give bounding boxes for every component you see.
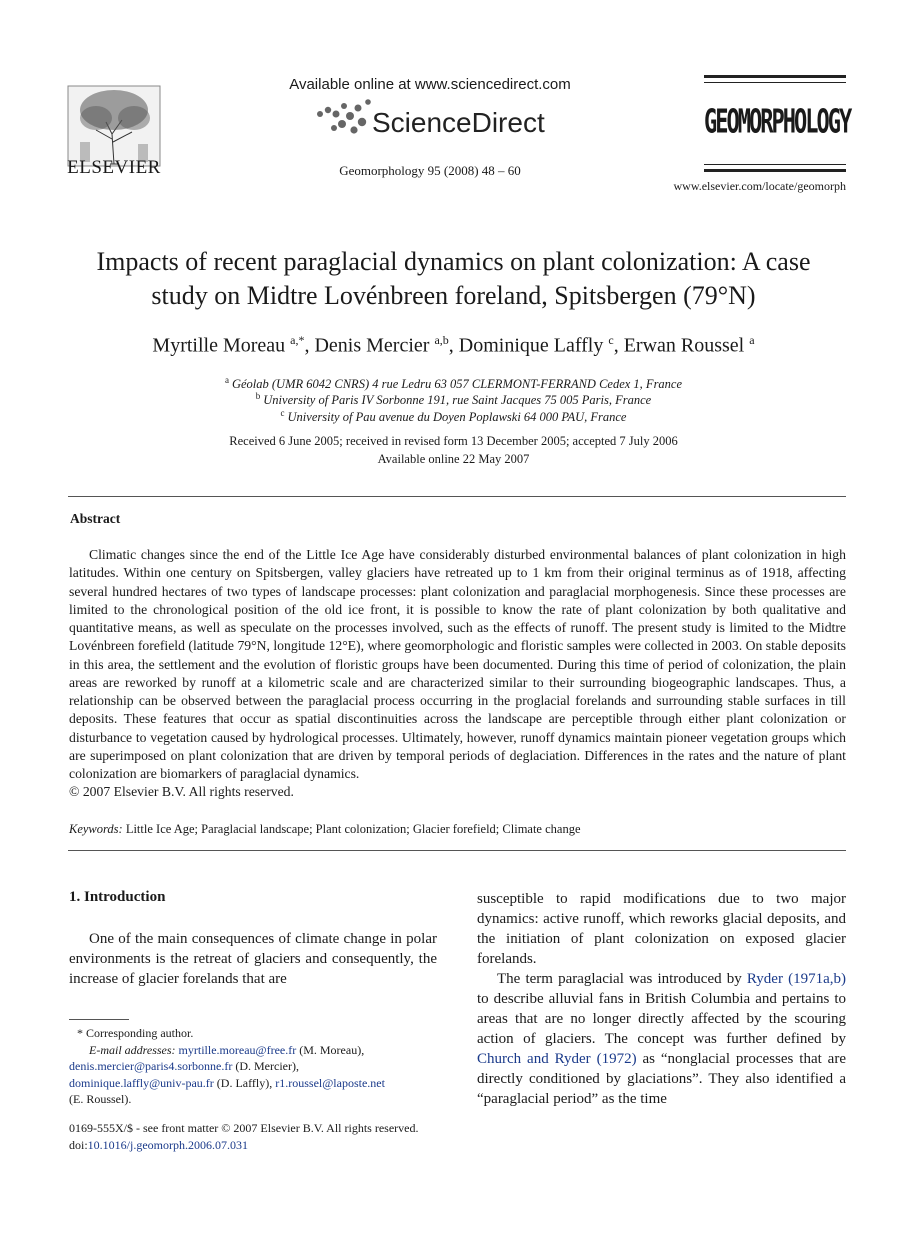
sciencedirect-logo [314, 98, 554, 140]
abstract-text [69, 546, 846, 802]
intro-right-column [477, 889, 846, 1109]
paragraph [477, 969, 846, 1109]
paragraph-text: The term paraglacial was introduced by [497, 971, 747, 987]
section-heading: 1. Introduction [69, 889, 166, 905]
author-name[interactable]: Denis Mercier [314, 334, 430, 357]
footnote-text: Corresponding author. [86, 1026, 194, 1040]
available-online-text: Available online at www.sciencedirect.com [289, 76, 571, 93]
author-affiliation-mark: a,b [434, 333, 449, 347]
author-affiliation-mark: a,* [290, 333, 305, 347]
paragraph-text: to describe alluvial fans in British Columbia and pertains to areas that are no longer directly affected by the scouring action of glaciers. The concept was further defined by [477, 991, 846, 1047]
citation-link[interactable]: Ryder (1971a,b) [746, 971, 846, 987]
affiliation [60, 391, 847, 408]
journal-logo-rule [704, 82, 846, 83]
title-line: Impacts of recent paraglacial dynamics on plant colonization: A case [96, 247, 811, 276]
paragraph-text: as “nonglacial processes that are directly conditioned by glaciations”. They also identified a “paraglacial period” as the time [477, 1051, 846, 1107]
email-owner: (D. Laffly), [216, 1075, 273, 1090]
citation-link[interactable]: Church and Ryder (1972) [477, 1051, 637, 1067]
journal-logo-rule [704, 169, 846, 172]
affiliation-text: Géolab (UMR 6042 CNRS) 4 rue Ledru 63 057 CLERMONT-FERRAND Cedex 1, France [231, 377, 683, 392]
affiliation-text: University of Paris IV Sorbonne 191, rue Saint Jacques 75 005 Paris, France [263, 393, 652, 408]
available-online-date: Available online 22 May 2007 [377, 452, 530, 466]
author-name[interactable]: Erwan Roussel [623, 334, 745, 357]
author-affiliation-mark: a [749, 333, 755, 347]
footnote-mark: * [77, 1026, 83, 1040]
affiliation-mark: a [224, 375, 229, 385]
affiliation-text: University of Pau avenue du Doyen Poplawski 64 000 PAU, France [287, 410, 627, 425]
received-dates: Received 6 June 2005; received in revised form 13 December 2005; accepted 7 July 2006 [229, 434, 678, 448]
abstract-paragraph: Climatic changes since the end of the Little Ice Age have considerably disturbed environmental balances of plant colonization in high latitudes. Within one century on Spitsbergen, valley glaciers have retreated up to 1 km from their original terminus as of 1918, affecting several hundred hectares of two types of landscape processes: plant colonization and paraglacial morphogenesis. Since these processes are limited to the chronological position of the old ice front, it is possible to know the rate of plant colonization by both qualitative and quantitative means, as well as speculate on the processes involved, such as the effects of runoff. The present study is limited to the Midtre Lovénbreen forefield (latitude 79°N, longitude 12°E), where geomorphologic and floristic samples were collected in 2003. On stable deposits in this area, the settlement and the evolution of floristic groups have been documented. During this time of period of colonization, the plain areas are reworked by runoff at a kilometric scale and are characterized similar to their surrounding biogeographic landscapes. Thus, a relationship can be observed between the paraglacial process occurring in the proglacial forelands and surrounding stable surfaces in till deposits. These features that occur as spatial discontinuities across the landscape are perceptible through either plant colonization or disturbance to vegetation caused by hydrological processes. Ultimately, however, runoff dynamics maintain pioneer vegetation groups which are superimposed on plant colonization that are driven by temporal periods of deglaciation. Differences in the rates and the nature of plant colonization are biomarkers of paraglacial dynamics. [69, 547, 846, 781]
journal-logo-rule [704, 75, 846, 78]
paragraph: susceptible to rapid modifications due to two major dynamics: active runoff, which reworks glacial deposits, and the initiation of plant colonization on exposed glacier forelands. [477, 891, 846, 967]
email-owner: (M. Moreau), [299, 1042, 365, 1057]
copyright-notice: © 2007 Elsevier B.V. All rights reserved. [69, 784, 294, 800]
abstract-heading: Abstract [70, 511, 121, 526]
footnote-rule [69, 1019, 129, 1020]
keywords [69, 822, 846, 837]
corresponding-author-footnote [69, 1025, 449, 1108]
section-divider [68, 850, 846, 851]
title-line: study on Midtre Lovénbreen foreland, Spitsbergen (79°N) [151, 281, 756, 310]
keywords-list: Little Ice Age; Paraglacial landscape; Plant colonization; Glacier forefield; Climate change [125, 822, 581, 836]
affiliation [60, 408, 847, 425]
publisher-name: ELSEVIER [67, 157, 161, 178]
issn-block [69, 1120, 489, 1153]
email-label: E-mail addresses: [89, 1042, 176, 1057]
keywords-label: Keywords: [69, 822, 123, 836]
author-list: Myrtille Moreau $^{a,*}$, Denis Mercier $^{a,b}$, Dominique Laffly $^c$, Erwan Roussel $^a$ [152, 333, 755, 357]
article-title [60, 245, 847, 313]
journal-logo-rule [704, 164, 846, 165]
email-link[interactable]: dominique.laffly@univ-pau.fr [69, 1075, 214, 1090]
journal-url[interactable]: www.elsevier.com/locate/geomorph [673, 179, 846, 193]
email-link[interactable]: myrtille.moreau@free.fr [178, 1042, 297, 1057]
affiliation-mark: b [255, 391, 261, 401]
journal-reference: Geomorphology 95 (2008) 48 – 60 [339, 163, 521, 178]
issn-line: 0169-555X/$ - see front matter © 2007 Elsevier B.V. All rights reserved. [69, 1121, 419, 1135]
affiliation-mark: c [280, 408, 285, 418]
email-link[interactable]: denis.mercier@paris4.sorbonne.fr [69, 1059, 233, 1073]
sciencedirect-brand: ScienceDirect [372, 107, 545, 138]
section-divider [68, 496, 846, 497]
email-owner: (E. Roussel). [69, 1092, 132, 1106]
email-link[interactable]: r1.roussel@laposte.net [275, 1075, 385, 1090]
email-owner: (D. Mercier), [235, 1059, 299, 1073]
author-name[interactable]: Myrtille Moreau [152, 334, 286, 357]
doi-label: doi: [69, 1137, 88, 1152]
affiliation [60, 375, 847, 392]
journal-name-logo: GEOMORPHOLOGY [704, 104, 851, 142]
author-affiliation-mark: c [608, 333, 614, 347]
doi-link[interactable]: 10.1016/j.geomorph.2006.07.031 [87, 1137, 248, 1152]
intro-left-column: One of the main consequences of climate change in polar environments is the retreat of glaciers and consequently, the increase of glacier forelands that are [69, 931, 437, 987]
author-name[interactable]: Dominique Laffly [458, 334, 604, 357]
